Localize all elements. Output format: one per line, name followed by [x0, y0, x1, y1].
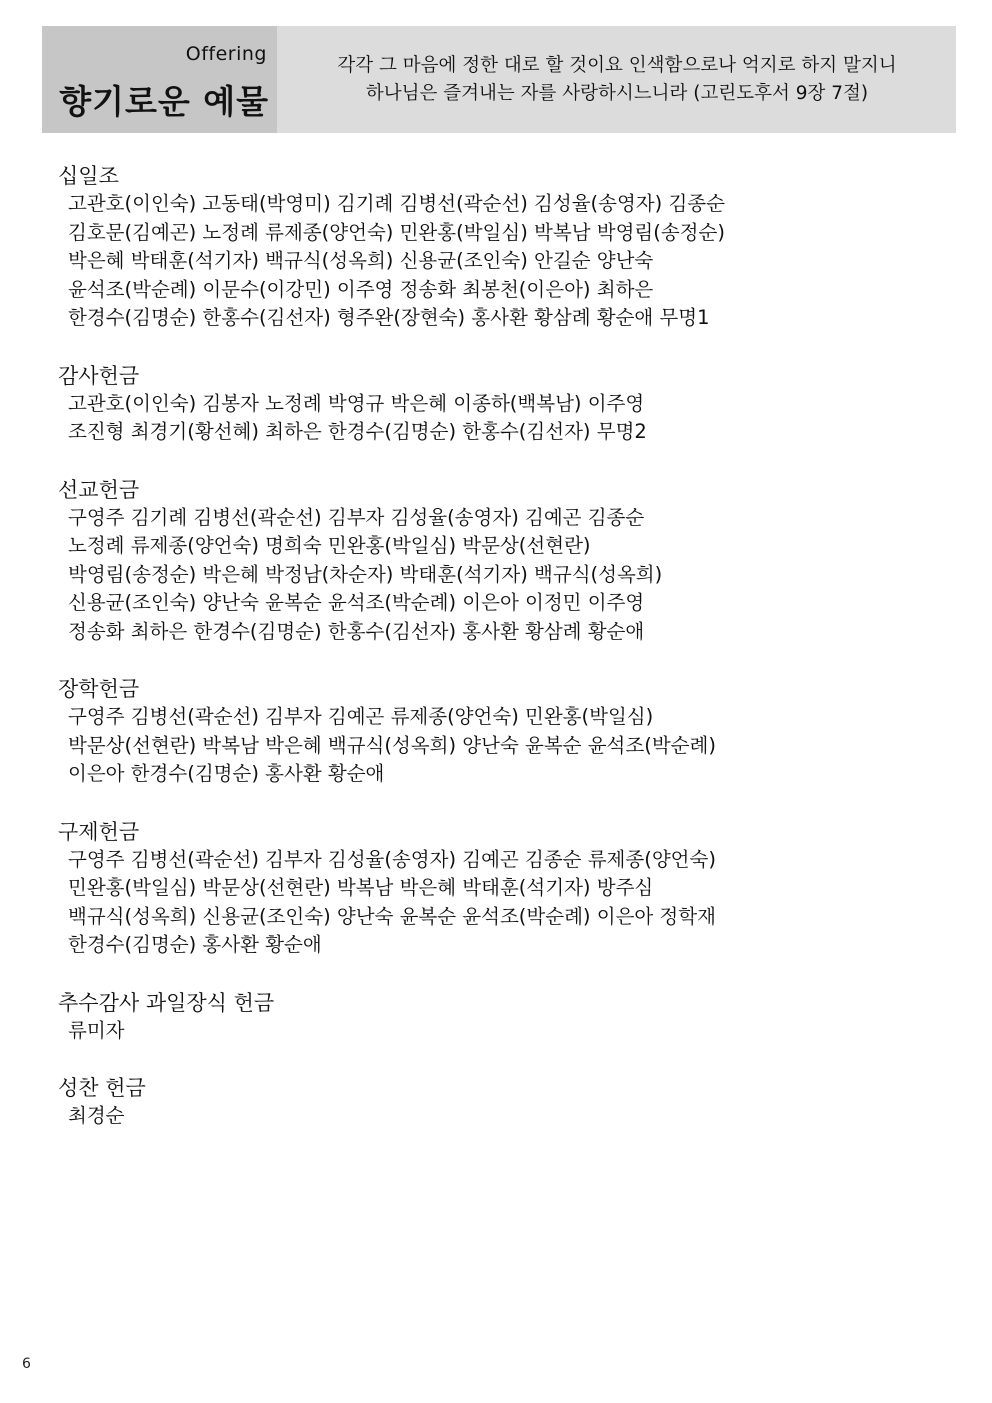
offering-section: [58, 476, 938, 647]
page-number: 6: [22, 1356, 31, 1372]
donor-line: 한경수(김명순) 홍사환 황순애: [68, 933, 322, 956]
offering-section: [58, 162, 938, 333]
donor-line: 조진형 최경기(황선혜) 최하은 한경수(김명순) 한홍수(김선자) 무명2: [68, 420, 647, 443]
section-title: 추수감사 과일장식 헌금: [58, 990, 275, 1015]
offering-section: [58, 1074, 938, 1131]
donor-line: 박문상(선현란) 박복남 박은혜 백규식(성옥희) 양난숙 윤복순 윤석조(박순례): [68, 733, 716, 757]
section-title: 감사헌금: [58, 363, 140, 388]
section-title: 선교헌금: [58, 477, 140, 502]
scripture-verse: [282, 52, 952, 108]
section-title: 장학헌금: [58, 677, 140, 701]
donor-names: [58, 1102, 938, 1131]
donor-line: 구영주 김병선(곽순선) 김부자 김예곤 류제종(양언숙) 민완홍(박일심): [68, 705, 654, 728]
section-title: 십일조: [58, 164, 119, 188]
page-header: [42, 26, 956, 133]
donor-names: [58, 846, 938, 960]
donor-line: 윤석조(박순례) 이문수(이강민) 이주영 정송화 최봉천(이은아) 최하은: [68, 277, 654, 301]
offering-section: [58, 818, 938, 960]
offering-section: [58, 989, 938, 1046]
donor-names: [58, 390, 938, 447]
offering-section: [58, 362, 938, 447]
title-english: Offering: [185, 43, 267, 65]
donor-line: 류미자: [68, 1018, 125, 1042]
donor-line: 구영주 김기례 김병선(곽순선) 김부자 김성율(송영자) 김예곤 김종순: [68, 505, 645, 529]
donor-names: [58, 504, 938, 647]
section-title: 구제헌금: [58, 819, 140, 844]
donor-names: [58, 190, 938, 333]
donor-names: [58, 703, 938, 789]
donor-line: 최경순: [68, 1104, 125, 1127]
donor-line: 박영림(송정순) 박은혜 박정남(차순자) 박태훈(석기자) 백규식(성옥희): [68, 562, 663, 586]
verse-line: 하나님은 즐겨내는 자를 사랑하시느니라 (고린도후서 9장 7절): [365, 83, 869, 104]
offering-section: [58, 675, 938, 789]
donor-line: 고관호(이인숙) 김봉자 노정례 박영규 박은혜 이종하(백복남) 이주영: [68, 391, 645, 415]
donor-line: 한경수(김명순) 한홍수(김선자) 형주완(장현숙) 홍사환 황삼례 황순애 무명1: [68, 306, 710, 329]
donor-line: 노정례 류제종(양언숙) 명희숙 민완홍(박일심) 박문상(선현란): [68, 534, 591, 557]
title-box: [42, 26, 277, 133]
donor-line: 이은아 한경수(김명순) 홍사환 황순애: [68, 762, 385, 785]
donor-line: 고관호(이인숙) 고동태(박영미) 김기례 김병선(곽순선) 김성율(송영자) 김종순: [68, 192, 725, 215]
donor-line: 구영주 김병선(곽순선) 김부자 김성율(송영자) 김예곤 김종순 류제종(양언숙): [68, 847, 716, 871]
title-korean: 향기로운 예물: [59, 82, 269, 121]
donor-line: 정송화 최하은 한경수(김명순) 한홍수(김선자) 홍사환 황삼례 황순애: [68, 619, 645, 643]
donor-line: 민완홍(박일심) 박문상(선현란) 박복남 박은혜 박태훈(석기자) 방주심: [68, 876, 654, 899]
donor-names: [58, 1017, 938, 1046]
verse-line: 각각 그 마음에 정한 대로 할 것이요 인색함으로나 억지로 하지 말지니: [337, 55, 897, 76]
donor-line: 김호문(김예곤) 노정례 류제종(양언숙) 민완홍(박일심) 박복남 박영림(송정순): [68, 220, 725, 244]
section-title: 성찬 헌금: [58, 1076, 146, 1100]
donor-line: 백규식(성옥희) 신용균(조인숙) 양난숙 윤복순 윤석조(박순례) 이은아 정학재: [68, 904, 716, 928]
donor-line: 신용균(조인숙) 양난숙 윤복순 윤석조(박순례) 이은아 이정민 이주영: [68, 591, 645, 614]
donor-line: 박은혜 박태훈(석기자) 백규식(성옥희) 신용균(조인숙) 안길순 양난숙: [68, 249, 654, 272]
offering-list: [58, 162, 938, 1160]
